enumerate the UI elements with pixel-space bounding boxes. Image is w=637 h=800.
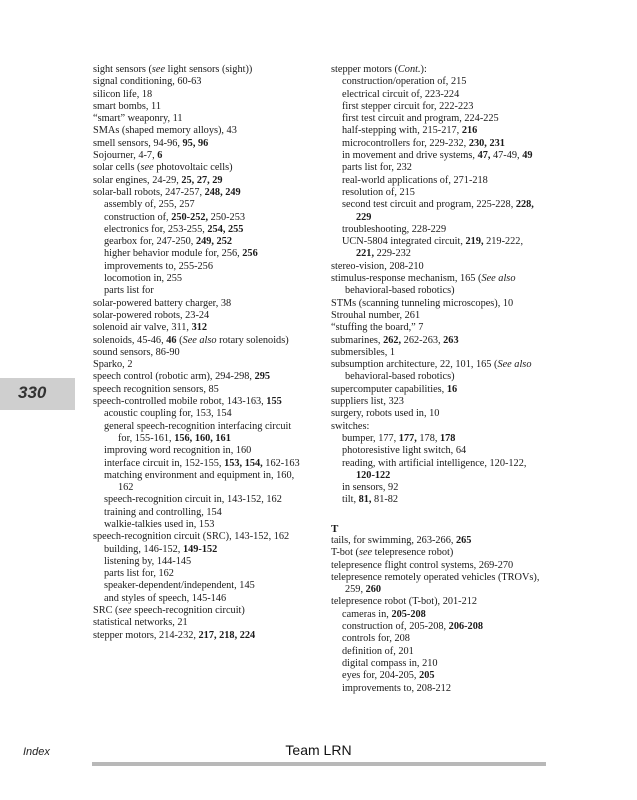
entry-text: reading, with artificial intelligence, 120-122, xyxy=(342,457,527,469)
cross-ref-italic: See also xyxy=(497,359,532,371)
page-number: 330 xyxy=(18,383,47,402)
page-ref-bold: 205-208 xyxy=(391,608,426,620)
page-ref-bold: 47, xyxy=(477,150,491,162)
entry-text: construction of, xyxy=(104,211,172,223)
entry-text: and styles of speech, 145-146 xyxy=(104,592,227,604)
entry-text: definition of, 201 xyxy=(342,645,414,657)
page-ref-bold: 216 xyxy=(461,125,478,137)
index-subentry xyxy=(331,458,543,483)
entry-text: speech-controlled mobile robot, 143-163, xyxy=(93,396,267,408)
index-subentry xyxy=(331,113,543,125)
entry-text: half-stepping with, 215-217, xyxy=(342,125,462,137)
index-subentry xyxy=(331,670,543,682)
entry-text: ): xyxy=(420,64,427,75)
page-ref-bold: 230, 231 xyxy=(468,137,505,149)
index-subentry xyxy=(93,212,305,224)
entry-text: 81-82 xyxy=(371,494,399,506)
entry-text: gearbox for, 247-250, xyxy=(104,236,196,248)
index-subentry xyxy=(93,593,305,605)
page-ref-bold: 25, 27, 29 xyxy=(181,174,223,186)
page-ref-bold: 250-252, xyxy=(171,211,209,223)
index-subentry xyxy=(93,568,305,580)
index-entry xyxy=(331,298,543,310)
index-subentry xyxy=(331,445,543,457)
entry-text: solar engines, 24-29, xyxy=(93,174,182,186)
entry-text: sound sensors, 86-90 xyxy=(93,346,180,358)
entry-text: controls for, 208 xyxy=(342,633,410,645)
footer-title: Team LRN xyxy=(285,742,352,758)
index-subentry xyxy=(93,445,305,457)
page-ref-bold: 254, 255 xyxy=(207,223,244,235)
entry-text: training and controlling, 154 xyxy=(104,506,222,518)
entry-text: behavioral-based robotics) xyxy=(345,285,455,297)
entry-text: real-world applications of, 271-218 xyxy=(342,174,488,186)
section-spacer xyxy=(331,507,543,519)
page-ref-bold: 295 xyxy=(254,371,271,383)
section-letter xyxy=(331,523,543,535)
index-entry xyxy=(93,605,305,617)
entry-text: electronics for, 253-255, xyxy=(104,223,208,235)
index-entry xyxy=(93,347,305,359)
entry-text: photovoltaic cells) xyxy=(153,162,233,174)
index-entry xyxy=(93,298,305,310)
entry-text: solenoid air valve, 311, xyxy=(93,322,192,334)
index-entry xyxy=(93,617,305,629)
cross-ref-italic: See also xyxy=(182,334,217,346)
page-ref-bold: 221, xyxy=(356,248,375,260)
entry-text: switches: xyxy=(331,420,370,432)
index-subentry xyxy=(93,236,305,248)
entry-text: telepresence remotely operated vehicles (TROVs), 259, xyxy=(331,571,540,596)
entry-text: speech-recognition circuit (SRC), 143-152, 162 xyxy=(93,531,290,543)
index-subentry xyxy=(331,175,543,187)
entry-text: speaker-dependent/independent, 145 xyxy=(104,580,255,592)
entry-text: stimulus-response mechanism, 165 ( xyxy=(331,273,482,285)
index-subentry xyxy=(331,150,543,162)
entry-text: general speech-recognition interfacing circuit for, 155-161, xyxy=(104,420,292,444)
entry-text: microcontrollers for, 229-232, xyxy=(342,137,469,149)
index-entry xyxy=(331,421,543,433)
index-entry xyxy=(331,535,543,547)
entry-text: “stuffing the board,” 7 xyxy=(331,322,424,334)
index-entry xyxy=(93,101,305,113)
index-entry xyxy=(93,371,305,383)
entry-text: stereo-vision, 208-210 xyxy=(331,260,424,272)
footer-rule xyxy=(92,762,546,766)
cross-ref-italic: see xyxy=(358,547,373,559)
index-entry xyxy=(331,560,543,572)
index-entry xyxy=(93,89,305,101)
entry-text: tails, for swimming, 263-266, xyxy=(331,534,456,546)
entry-text: submarines, xyxy=(331,334,384,346)
entry-text: interface circuit in, 152-155, xyxy=(104,457,225,469)
page-ref-bold: 262, xyxy=(383,334,402,346)
page-ref-bold: 16 xyxy=(446,383,458,395)
entry-text: speech-recognition circuit) xyxy=(131,605,245,617)
index-subentry xyxy=(331,76,543,88)
entry-text: acoustic coupling for, 153, 154 xyxy=(104,408,232,420)
footer-section-label: Index xyxy=(23,746,50,758)
entry-text: 262-263, xyxy=(401,334,444,346)
index-entry xyxy=(331,335,543,347)
index-entry xyxy=(331,64,543,76)
entry-text: light sensors (sight)) xyxy=(165,64,253,75)
page-ref-bold: 256 xyxy=(242,248,258,260)
entry-text: photoresistive light switch, 64 xyxy=(342,445,467,457)
index-subentry xyxy=(93,544,305,556)
index-subentry xyxy=(331,621,543,633)
index-subentry xyxy=(331,646,543,658)
entry-text: digital compass in, 210 xyxy=(342,657,438,669)
entry-text: SRC ( xyxy=(93,605,119,617)
entry-text: speech control (robotic arm), 294-298, xyxy=(93,371,255,383)
cross-ref-italic: see xyxy=(118,605,132,617)
index-subentry xyxy=(93,285,305,297)
index-entry xyxy=(331,396,543,408)
cross-ref-italic: see xyxy=(140,162,154,174)
index-entry xyxy=(93,310,305,322)
entry-text: solar-powered robots, 23-24 xyxy=(93,309,210,321)
index-entry xyxy=(93,150,305,162)
page-ref-bold: 153, 154, xyxy=(224,457,263,469)
index-entry xyxy=(331,547,543,559)
index-subentry xyxy=(93,248,305,260)
entry-text: telepresence flight control systems, 269-270 xyxy=(331,559,514,571)
entry-text: parts list for, 162 xyxy=(104,568,174,580)
entry-text: UCN-5804 integrated circuit, xyxy=(342,236,466,248)
index-entry xyxy=(93,335,305,347)
index-subentry xyxy=(331,199,543,224)
page-ref-bold: 248, 249 xyxy=(204,186,241,198)
index-entry xyxy=(93,125,305,137)
index-subentry xyxy=(93,470,305,495)
index-subentry xyxy=(331,138,543,150)
page-ref-bold: 177, xyxy=(398,432,417,444)
index-entry xyxy=(93,138,305,150)
entry-text: construction/operation of, 215 xyxy=(342,76,467,88)
cross-ref-italic: See also xyxy=(481,273,516,285)
page-ref-bold: 263 xyxy=(443,334,459,346)
entry-text: tilt, xyxy=(342,494,359,506)
index-subentry xyxy=(93,494,305,506)
index-subentry xyxy=(331,683,543,695)
index-entry xyxy=(331,359,543,384)
index-subentry xyxy=(93,408,305,420)
entry-text: silicon life, 18 xyxy=(93,88,153,100)
index-subentry xyxy=(331,658,543,670)
entry-text: walkie-talkies used in, 153 xyxy=(104,518,215,530)
entry-text: solar cells ( xyxy=(93,162,141,174)
entry-text: 229-232 xyxy=(374,248,411,260)
index-subentry xyxy=(331,236,543,261)
index-subentry xyxy=(93,556,305,568)
index-subentry xyxy=(331,125,543,137)
index-entry xyxy=(331,322,543,334)
index-entry xyxy=(93,113,305,125)
index-entry xyxy=(93,396,305,408)
page-ref-bold: 205 xyxy=(419,670,435,682)
index-subentry xyxy=(93,421,305,446)
page-ref-bold: 81, xyxy=(358,494,372,506)
entry-text: speech-recognition circuit in, 143-152, 162 xyxy=(104,494,282,506)
page-ref-bold: 155 xyxy=(266,396,282,408)
page-ref-bold: 249, 252 xyxy=(195,236,232,248)
entry-text: solar-ball robots, 247-257, xyxy=(93,186,205,198)
entry-text: second test circuit and program, 225-228, xyxy=(342,199,516,211)
page-ref-bold: 312 xyxy=(191,322,208,334)
entry-text: stepper motors, 214-232, xyxy=(93,629,199,641)
page-ref-bold: 46 xyxy=(166,334,177,346)
index-subentry xyxy=(331,162,543,174)
entry-text: resolution of, 215 xyxy=(342,186,415,198)
entry-text: speech recognition sensors, 85 xyxy=(93,383,219,395)
index-subentry xyxy=(331,633,543,645)
entry-text: Sparko, 2 xyxy=(93,359,133,371)
index-entry xyxy=(331,384,543,396)
page-ref-bold: 156, 160, 161 xyxy=(174,432,231,444)
entry-text: building, 146-152, xyxy=(104,543,183,555)
entry-text: rotary solenoids) xyxy=(216,334,289,346)
index-subentry xyxy=(331,609,543,621)
index-subentry xyxy=(331,101,543,113)
entry-text: ( xyxy=(176,334,183,346)
index-entry xyxy=(93,531,305,543)
index-subentry xyxy=(331,482,543,494)
entry-text: signal conditioning, 60-63 xyxy=(93,76,202,88)
index-column-left xyxy=(93,64,305,642)
entry-text: SMAs (shaped memory alloys), 43 xyxy=(93,125,237,137)
page-ref-bold: 219, xyxy=(465,236,484,248)
index-subentry xyxy=(93,580,305,592)
entry-text: “smart” weaponry, 11 xyxy=(93,113,183,125)
entry-text: smell sensors, 94-96, xyxy=(93,137,183,149)
index-entry xyxy=(93,64,305,76)
page-ref-bold: 149-152 xyxy=(182,543,218,555)
index-subentry xyxy=(93,199,305,211)
entry-text: first stepper circuit for, 222-223 xyxy=(342,100,474,112)
index-entry xyxy=(93,175,305,187)
index-subentry xyxy=(93,261,305,273)
page-ref-bold: 95, 96 xyxy=(182,137,209,149)
entry-text: Sojourner, 4-7, xyxy=(93,150,158,162)
index-entry xyxy=(331,596,543,608)
entry-text: matching environment and equipment in, 160, 162 xyxy=(104,469,295,494)
index-subentry xyxy=(331,224,543,236)
entry-text: T-bot ( xyxy=(331,547,359,559)
entry-text: cameras in, xyxy=(342,608,392,620)
cross-ref-italic: Cont. xyxy=(397,64,421,75)
page-ref-bold: 178 xyxy=(440,432,456,444)
entry-text: in sensors, 92 xyxy=(342,482,399,494)
entry-text: statistical networks, 21 xyxy=(93,617,188,629)
entry-text: stepper motors ( xyxy=(331,64,398,75)
entry-text: telepresence robot (T-bot), 201-212 xyxy=(331,596,478,608)
index-subentry xyxy=(331,433,543,445)
index-entry xyxy=(331,347,543,359)
entry-text: 219-222, xyxy=(483,236,524,248)
entry-text: improvements to, 255-256 xyxy=(104,260,213,272)
page-ref-bold: 228, 229 xyxy=(356,199,534,223)
page-ref-bold: 6 xyxy=(157,150,163,162)
page-ref-bold: 260 xyxy=(365,584,382,596)
entry-text: listening by, 144-145 xyxy=(104,555,192,567)
cross-ref-italic: see xyxy=(151,64,166,75)
entry-text: electrical circuit of, 223-224 xyxy=(342,88,460,100)
index-subentry xyxy=(93,273,305,285)
entry-text: parts list for xyxy=(104,285,154,297)
index-entry xyxy=(331,310,543,322)
entry-text: telepresence robot) xyxy=(372,547,454,559)
index-entry xyxy=(93,322,305,334)
index-entry xyxy=(331,273,543,298)
index-entry xyxy=(93,384,305,396)
entry-text: surgery, robots used in, 10 xyxy=(331,408,440,420)
entry-text: bumper, 177, xyxy=(342,432,399,444)
page-ref-bold: 206-208 xyxy=(448,621,483,633)
entry-text: STMs (scanning tunneling microscopes), 10 xyxy=(331,297,514,309)
index-subentry xyxy=(93,507,305,519)
entry-text: construction of, 205-208, xyxy=(342,621,449,633)
index-subentry xyxy=(331,494,543,506)
index-subentry xyxy=(331,89,543,101)
entry-text: first test circuit and program, 224-225 xyxy=(342,113,499,125)
entry-text: 47-49, xyxy=(490,150,523,162)
entry-text: improving word recognition in, 160 xyxy=(104,445,252,457)
page-ref-bold: T xyxy=(331,522,339,535)
entry-text: 162-163 xyxy=(262,457,300,469)
entry-text: parts list for, 232 xyxy=(342,162,412,174)
index-entry xyxy=(93,630,305,642)
entry-text: suppliers list, 323 xyxy=(331,396,404,408)
entry-text: supercomputer capabilities, xyxy=(331,383,447,395)
entry-text: sight sensors ( xyxy=(93,64,152,75)
entry-text: behavioral-based robotics) xyxy=(345,371,455,383)
entry-text: 250-253 xyxy=(208,211,246,223)
index-entry xyxy=(93,162,305,174)
index-entry xyxy=(331,261,543,273)
entry-text: Strouhal number, 261 xyxy=(331,309,421,321)
entry-text: locomotion in, 255 xyxy=(104,273,183,285)
index-entry xyxy=(93,359,305,371)
entry-text: higher behavior module for, 256, xyxy=(104,248,243,260)
entry-text: smart bombs, 11 xyxy=(93,100,161,112)
entry-text: subsumption architecture, 22, 101, 165 ( xyxy=(331,359,498,371)
index-subentry xyxy=(93,458,305,470)
index-subentry xyxy=(331,187,543,199)
page-ref-bold: 49 xyxy=(522,150,533,162)
index-subentry xyxy=(93,224,305,236)
entry-text: 178, xyxy=(416,432,440,444)
entry-text: troubleshooting, 228-229 xyxy=(342,223,447,235)
index-entry xyxy=(331,572,543,597)
index-entry xyxy=(93,187,305,199)
entry-text: solar-powered battery charger, 38 xyxy=(93,297,232,309)
entry-text: improvements to, 208-212 xyxy=(342,682,451,694)
index-column-right xyxy=(331,64,543,695)
entry-text: eyes for, 204-205, xyxy=(342,670,420,682)
entry-text: submersibles, 1 xyxy=(331,346,396,358)
page-ref-bold: 217, 218, 224 xyxy=(198,629,256,641)
index-entry xyxy=(331,408,543,420)
page-ref-bold: 265 xyxy=(456,534,472,546)
entry-text: assembly of, 255, 257 xyxy=(104,199,195,211)
index-subentry xyxy=(93,519,305,531)
page-ref-bold: 120-122 xyxy=(356,469,391,481)
entry-text: in movement and drive systems, xyxy=(342,150,478,162)
entry-text: solenoids, 45-46, xyxy=(93,334,167,346)
index-entry xyxy=(93,76,305,88)
